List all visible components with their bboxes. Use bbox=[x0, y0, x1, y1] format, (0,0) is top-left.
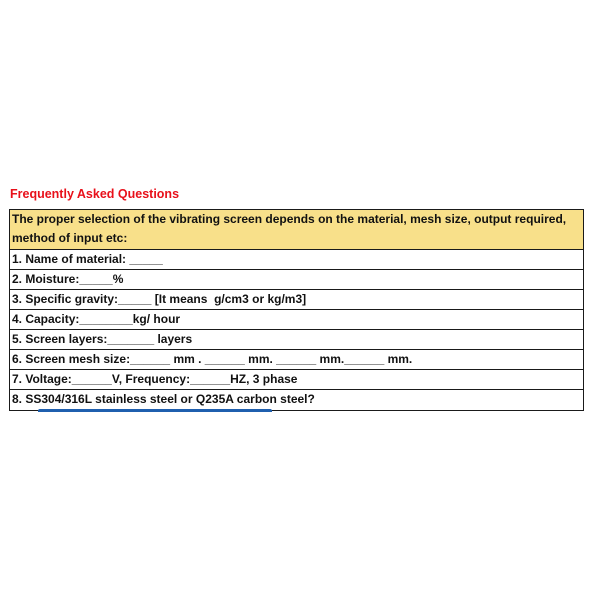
faq-question-row: 2. Moisture:_____% bbox=[10, 270, 583, 290]
faq-intro: The proper selection of the vibrating screen depends on the material, mesh size, output required, method of input etc: bbox=[10, 210, 583, 250]
faq-title: Frequently Asked Questions bbox=[10, 187, 180, 201]
faq-table bbox=[9, 209, 584, 411]
faq-question-row: 8. SS304/316L stainless steel or Q235A carbon steel? bbox=[12, 392, 315, 406]
faq-question-row: 3. Specific gravity:_____ [It means g/cm3 or kg/m3] bbox=[10, 290, 583, 310]
faq-question-row: 4. Capacity:________kg/ hour bbox=[10, 310, 583, 330]
faq-question-row: 1. Name of material: _____ bbox=[10, 250, 583, 270]
blue-decorative-bar bbox=[38, 409, 272, 412]
faq-question-row: 5. Screen layers:_______ layers bbox=[10, 330, 583, 350]
faq-question-row: 7. Voltage:______V, Frequency:______HZ, 3 phase bbox=[10, 370, 583, 390]
faq-question-row: 6. Screen mesh size:______ mm . ______ mm. ______ mm.______ mm. bbox=[10, 350, 583, 370]
